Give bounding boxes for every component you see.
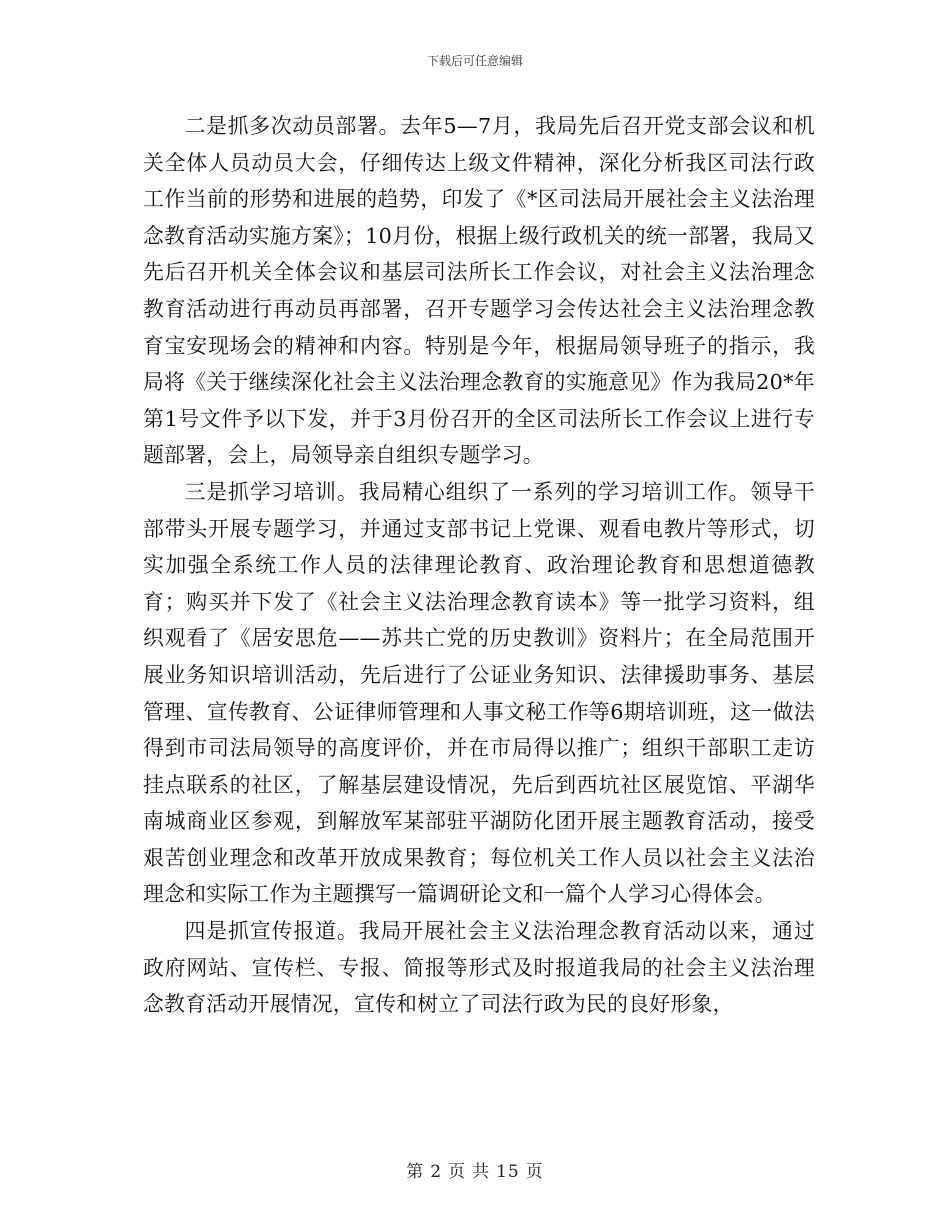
paragraph-mobilization: 二是抓多次动员部署。去年5—7月，我局先后召开党支部会议和机关全体人员动员大会，仔细传达上级文件精神，深化分析我区司法行政工作当前的形势和进展的趋势，印发了《*区司法局开展社会主义法治理念教育活动实施方案》；10月份，根据上级行政机关的统一部署，我局又先后召开机关全体会议和基层司法所长工作会议，对社会主义法治理念教育活动进行再动员再部署，召开专题学习会传达社会主义法治理念教育宝安现场会的精神和内容。特别是今年，根据局领导班子的指示，我局将《关于继续深化社会主义法治理念教育的实施意见》作为我局20*年第1号文件予以下发，并于3月份召开的全区司法所长工作会议上进行专题部署，会上，局领导亲自组织专题学习。 bbox=[143, 114, 815, 468]
footer-total-word: 共 bbox=[472, 1162, 491, 1182]
footer-prefix: 第 bbox=[406, 1162, 425, 1182]
footer-total-pages: 15 bbox=[496, 1162, 520, 1182]
footer-suffix: 页 bbox=[525, 1162, 544, 1182]
footer-current-page: 2 bbox=[430, 1162, 443, 1182]
footer-page-word: 页 bbox=[448, 1162, 467, 1182]
paragraph-publicity: 四是抓宣传报道。我局开展社会主义法治理念教育活动以来，通过政府网站、宣传栏、专报、简报等形式及时报道我局的社会主义法治理念教育活动开展情况，宣传和树立了司法行政为民的良好形象， bbox=[143, 919, 815, 1017]
document-body bbox=[143, 108, 815, 1023]
paragraph-training: 三是抓学习培训。我局精心组织了一系列的学习培训工作。领导干部带头开展专题学习，并通过支部书记上党课、观看电教片等形式，切实加强全系统工作人员的法律理论教育、政治理论教育和思想道德教育；购买并下发了《社会主义法治理念教育读本》等一批学习资料，组织观看了《居安思危——苏共亡党的历史教训》资料片；在全局范围开展业务知识培训活动，先后进行了公证业务知识、法律援助事务、基层管理、宣传教育、公证律师管理和人事文秘工作等6期培训班，这一做法得到市司法局领导的高度评价，并在市局得以推广；组织干部职工走访挂点联系的社区，了解基层建设情况，先后到西坑社区展览馆、平湖华南城商业区参观，到解放军某部驻平湖防化团开展主题教育活动，接受艰苦创业理念和改革开放成果教育；每位机关工作人员以社会主义法治理念和实际工作为主题撰写一篇调研论文和一篇个人学习心得体会。 bbox=[143, 479, 815, 907]
page-header: 下载后可任意编辑 bbox=[426, 54, 523, 68]
page-footer bbox=[0, 1157, 950, 1182]
